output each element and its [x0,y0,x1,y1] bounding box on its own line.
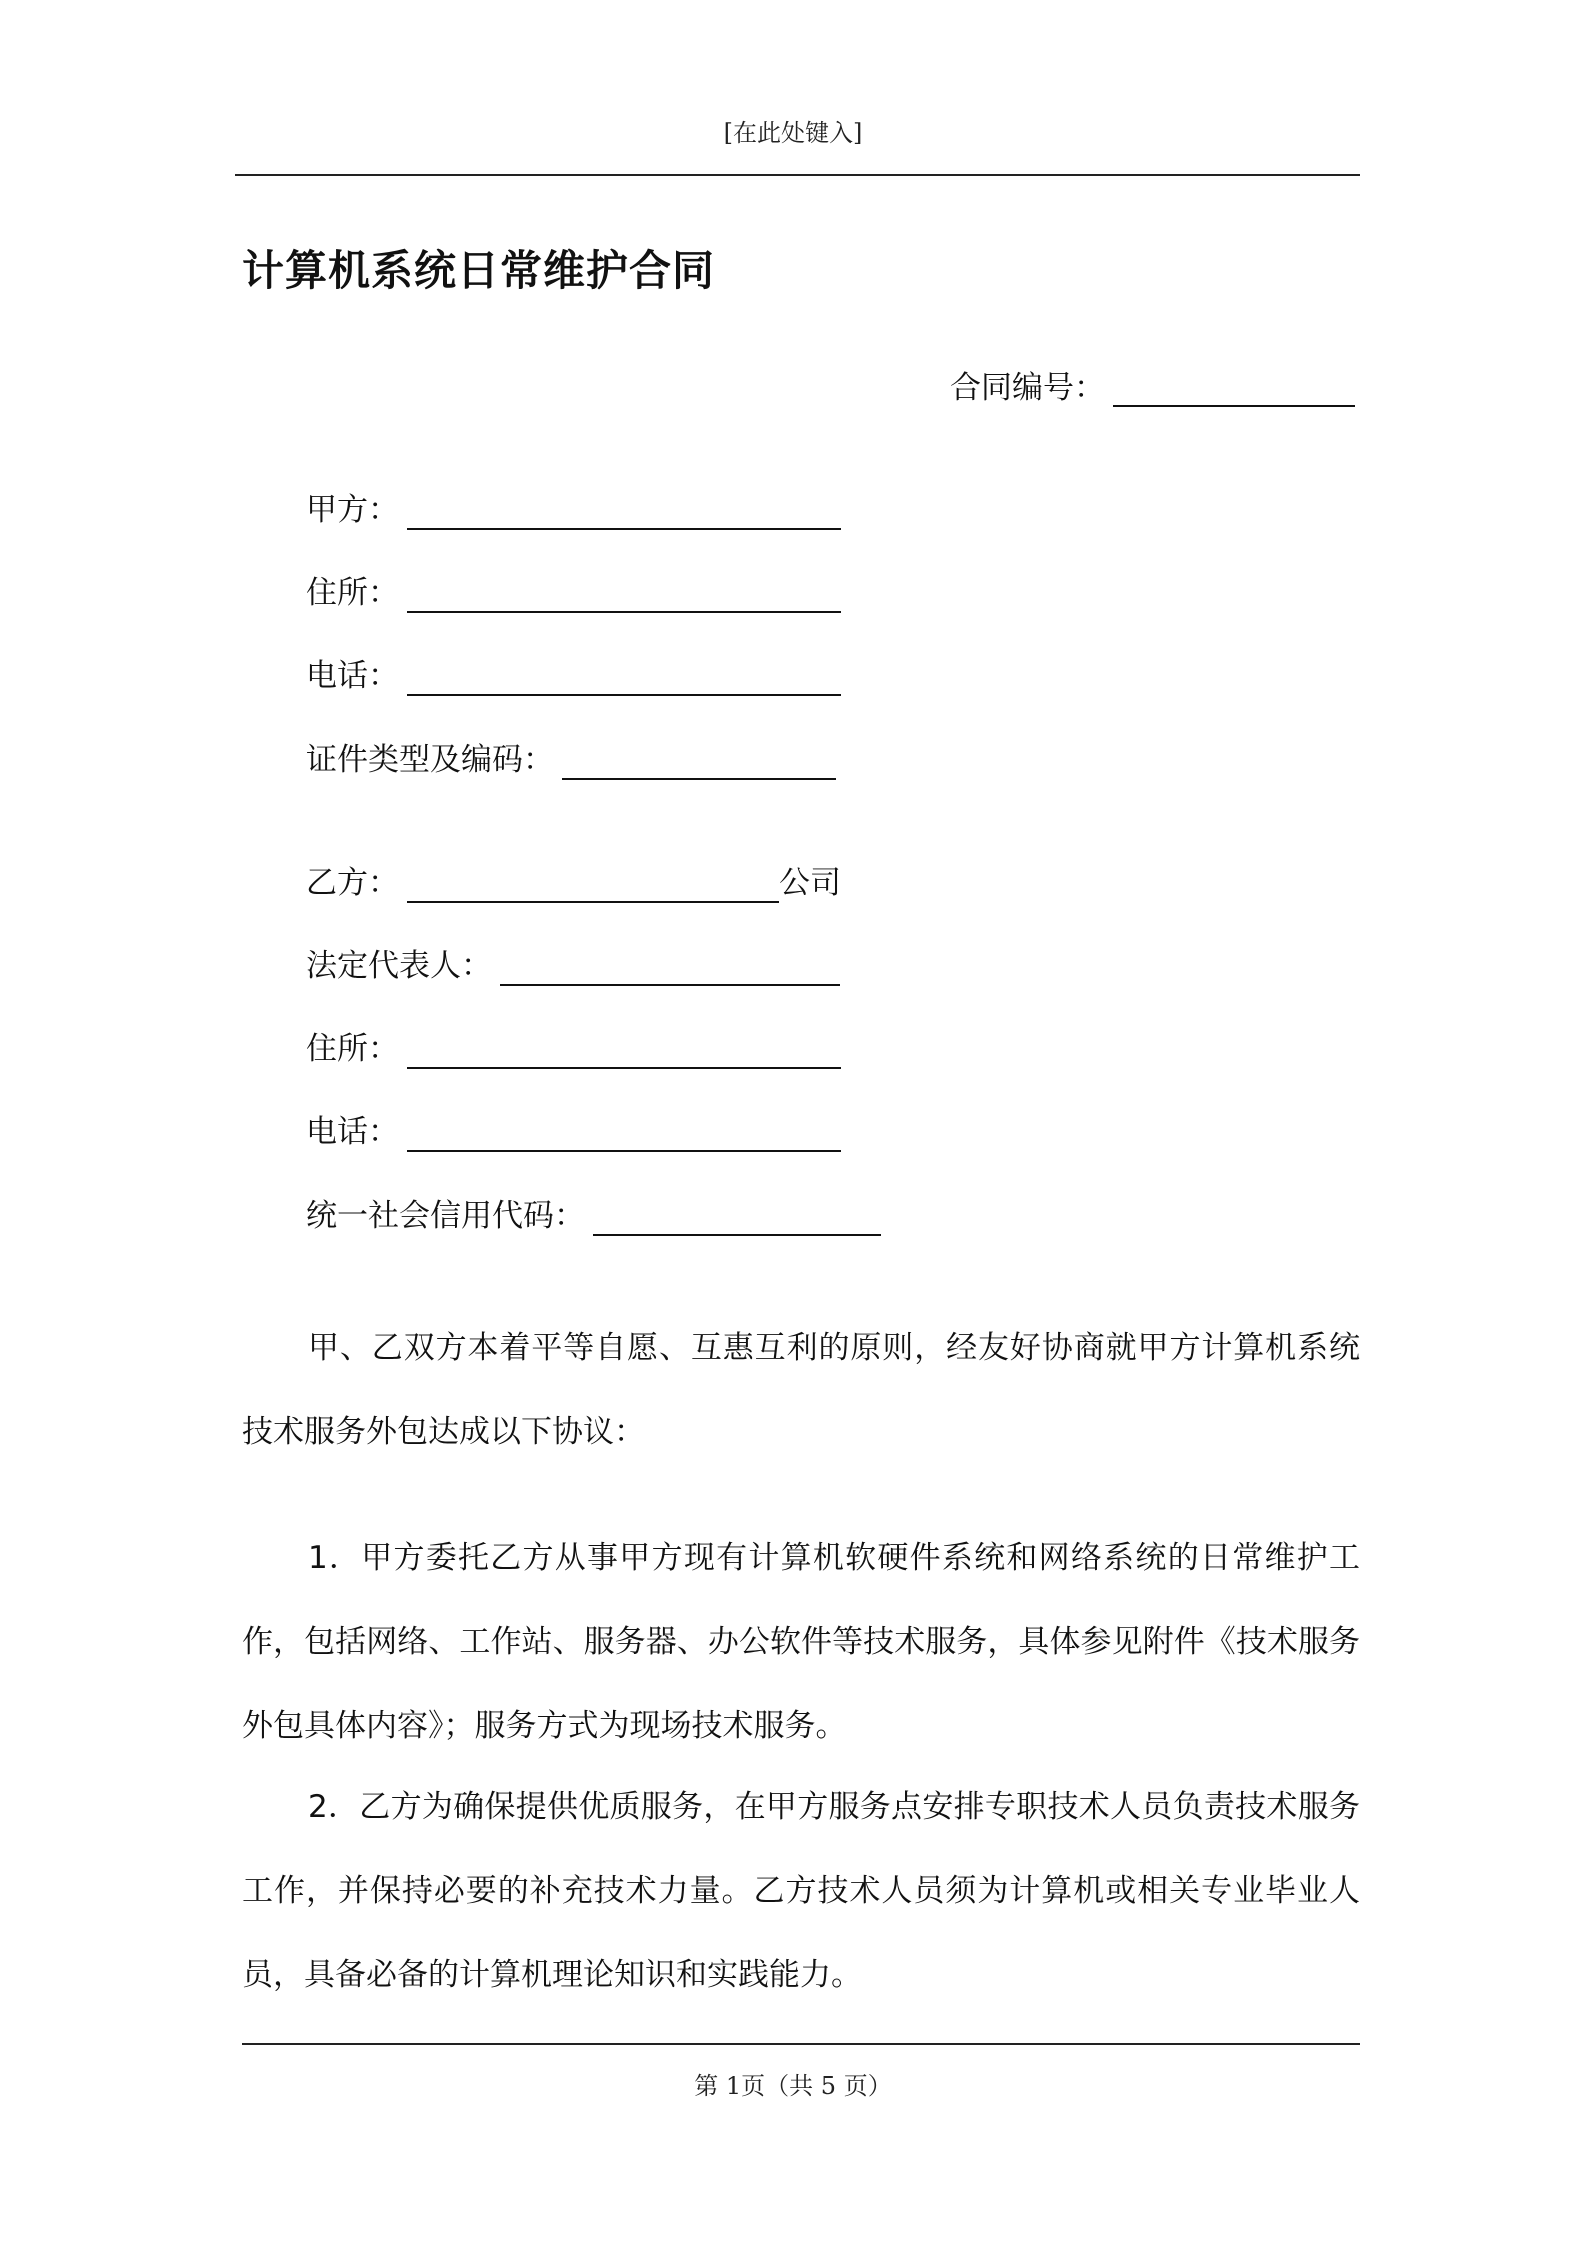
party-b-name-suffix: 公司 [779,865,841,901]
party-a-id-label: 证件类型及编码： [306,742,554,778]
party-a-address-field [306,573,841,613]
party-a-phone-label: 电话： [306,658,399,694]
party-b-credit-code-label: 统一社会信用代码： [306,1198,585,1234]
party-a-name-label: 甲方： [306,492,399,528]
party-b-name-label: 乙方： [306,865,399,901]
party-b-rep-blank[interactable] [500,946,840,986]
header-divider [235,174,1360,176]
party-b-address-label: 住所： [306,1031,399,1067]
party-b-address-field [306,1029,841,1069]
party-b-credit-code-field [306,1196,881,1236]
party-b-name-blank[interactable] [407,863,779,903]
party-a-name-field [306,490,841,530]
party-a-phone-blank[interactable] [407,656,841,696]
intro-paragraph: 甲、乙双方本着平等自愿、互惠互利的原则，经友好协商就甲方计算机系统技术服务外包达成以下协议： [242,1330,1360,1450]
clause-1-paragraph: 1．甲方委托乙方从事甲方现有计算机软硬件系统和网络系统的日常维护工作，包括网络、工作站、服务器、办公软件等技术服务，具体参见附件《技术服务外包具体内容》；服务方式为现场技术服务。 [242,1540,1360,1744]
party-a-address-blank[interactable] [407,573,841,613]
contract-number-field [950,362,1355,407]
contract-number-blank[interactable] [1113,367,1355,407]
party-b-phone-field [306,1112,841,1152]
party-b-rep-field [306,946,840,986]
party-a-id-blank[interactable] [562,740,836,780]
page-footer-page-info: 第 1页（共 5 页） [694,2072,892,2100]
party-b-phone-blank[interactable] [407,1112,841,1152]
contract-number-label: 合同编号： [950,370,1105,406]
clause-2-paragraph: 2．乙方为确保提供优质服务，在甲方服务点安排专职技术人员负责技术服务工作，并保持必要的补充技术力量。乙方技术人员须为计算机或相关专业毕业人员，具备必备的计算机理论知识和实践能力。 [242,1789,1360,1993]
party-b-phone-label: 电话： [306,1114,399,1150]
party-b-credit-code-blank[interactable] [593,1196,881,1236]
party-b-name-field [306,863,841,903]
party-a-name-blank[interactable] [407,490,841,530]
document-title: 计算机系统日常维护合同 [242,246,716,295]
party-b-rep-label: 法定代表人： [306,948,492,984]
party-a-id-field [306,740,836,780]
party-a-address-label: 住所： [306,575,399,611]
page-header-placeholder: [在此处键入] [723,119,863,147]
footer-divider [242,2043,1360,2045]
party-a-phone-field [306,656,841,696]
party-b-address-blank[interactable] [407,1029,841,1069]
